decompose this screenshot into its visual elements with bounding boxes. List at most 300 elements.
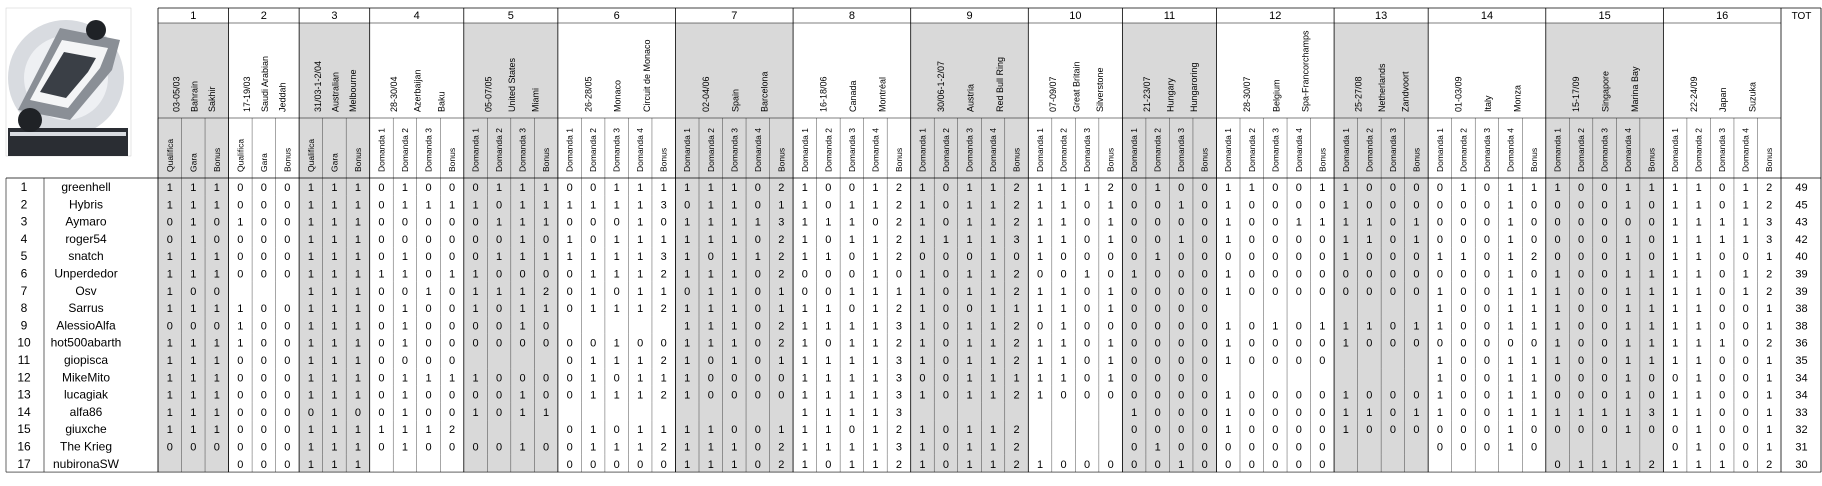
round-country: Austria [965, 83, 976, 112]
score-cell: 1 [1342, 199, 1349, 212]
score-cell: 0 [1084, 389, 1091, 402]
score-cell: 0 [613, 458, 620, 471]
score-cell: 0 [448, 441, 456, 454]
score-cell: 1 [613, 233, 620, 246]
score-cell: 0 [1178, 389, 1185, 402]
score-cell: 1 [378, 424, 385, 437]
score-cell: 1 [872, 372, 879, 385]
score-cell: 0 [1154, 199, 1161, 212]
score-cell: 1 [637, 303, 644, 316]
player-name: snatch [68, 249, 104, 264]
score-cell: 2 [1013, 355, 1020, 367]
score-cell: 0 [1460, 199, 1467, 212]
score-cell: 1 [1342, 337, 1349, 350]
score-cell: 0 [1601, 372, 1608, 385]
score-cell: 0 [519, 372, 526, 385]
score-cell: 0 [1107, 251, 1114, 264]
score-cell: 1 [707, 424, 714, 437]
score-cell: 0 [519, 337, 526, 350]
score-cell: 1 [237, 216, 244, 229]
score-cell: 1 [989, 182, 997, 194]
score-cell: 2 [895, 199, 902, 212]
score-cell: 0 [1295, 199, 1302, 212]
score-cell: 1 [660, 182, 667, 194]
score-cell: 0 [448, 355, 456, 367]
score-cell: 0 [425, 406, 432, 419]
score-cell: 0 [1201, 441, 1208, 454]
score-cell: 1 [1225, 285, 1232, 298]
score-cell: 0 [213, 216, 220, 229]
subcolumn-header: Domanda 1 [1434, 128, 1445, 172]
score-cell: 1 [731, 337, 738, 350]
score-cell: 1 [1766, 320, 1773, 333]
score-cell: 0 [378, 406, 385, 419]
score-cell: 0 [543, 441, 550, 454]
score-cell: 0 [543, 389, 550, 402]
score-cell: 1 [1107, 355, 1114, 367]
score-cell: 1 [637, 424, 644, 437]
score-cell: 0 [1295, 285, 1302, 298]
score-cell: 1 [1695, 424, 1702, 437]
round-3-column-group [299, 10, 370, 472]
score-cell: 1 [684, 268, 691, 281]
score-cell: 1 [966, 199, 973, 212]
score-cell: 0 [1648, 216, 1655, 229]
score-cell: 1 [989, 355, 997, 367]
score-cell: 1 [1554, 303, 1561, 316]
score-cell: 1 [1319, 182, 1326, 194]
score-cell: 1 [1695, 233, 1702, 246]
score-cell: 1 [801, 199, 808, 212]
score-cell: 1 [1037, 233, 1044, 246]
score-cell: 0 [1719, 441, 1726, 454]
score-cell: 2 [895, 251, 902, 264]
score-cell: 1 [213, 406, 220, 419]
score-cell: 0 [1248, 441, 1255, 454]
score-cell: 1 [1060, 372, 1067, 385]
score-cell: 1 [331, 320, 338, 333]
score-cell: 0 [942, 320, 950, 333]
score-cell: 1 [1695, 441, 1702, 454]
score-cell: 1 [354, 355, 361, 367]
subcolumn-header: Domanda 1 [1035, 128, 1046, 172]
score-cell: 0 [1319, 337, 1326, 350]
score-cell: 1 [825, 406, 832, 419]
score-cell: 1 [331, 199, 338, 212]
player-name: alfa86 [69, 404, 103, 419]
score-cell: 0 [566, 372, 573, 385]
score-cell: 1 [660, 424, 667, 437]
subcolumn-header: Bonus [1764, 147, 1775, 172]
score-cell: 1 [1178, 233, 1185, 246]
player-name: giuxche [65, 422, 107, 437]
score-cell: 0 [942, 355, 950, 367]
score-cell: 1 [731, 199, 738, 212]
score-cell: 1 [1554, 320, 1561, 333]
score-cell: 0 [378, 285, 385, 298]
score-cell: 2 [543, 285, 550, 298]
score-cell: 1 [1507, 182, 1514, 194]
score-cell: 1 [1037, 303, 1044, 316]
score-cell: 0 [1460, 233, 1467, 246]
score-cell: 1 [1107, 303, 1114, 316]
score-cell: 0 [378, 182, 385, 194]
score-cell: 0 [1131, 199, 1138, 212]
score-cell: 0 [1154, 372, 1161, 385]
score-cell: 0 [613, 285, 620, 298]
score-cell: 0 [1366, 337, 1373, 350]
score-cell: 0 [425, 233, 432, 246]
score-cell: 1 [848, 320, 855, 333]
score-cell: 0 [1530, 199, 1538, 212]
score-cell: 1 [1766, 303, 1773, 316]
score-cell: 0 [260, 389, 267, 402]
score-cell: 0 [1178, 216, 1185, 229]
score-cell: 1 [1131, 268, 1138, 281]
score-cell: 0 [1578, 233, 1585, 246]
score-cell: 0 [848, 303, 855, 316]
score-cell: 1 [637, 251, 644, 264]
score-cell: 1 [660, 233, 667, 246]
score-cell: 0 [1154, 320, 1161, 333]
score-cell: 1 [1436, 320, 1443, 333]
tot-header: TOT [1791, 11, 1812, 22]
score-cell: 0 [825, 337, 832, 350]
score-cell: 1 [590, 424, 597, 437]
score-cell: 0 [1648, 389, 1655, 402]
score-cell: 1 [1554, 406, 1561, 419]
score-cell: 2 [1766, 337, 1773, 350]
score-cell: 1 [1060, 355, 1067, 367]
score-cell: 0 [284, 320, 291, 333]
score-cell: 0 [1436, 233, 1443, 246]
score-cell: 0 [1601, 216, 1608, 229]
score-cell: 0 [707, 355, 714, 367]
score-cell: 1 [1695, 406, 1702, 419]
score-cell: 1 [213, 389, 220, 402]
score-cell: 1 [1225, 182, 1232, 194]
score-cell: 0 [1084, 216, 1091, 229]
score-cell: 0 [260, 320, 267, 333]
score-cell: 1 [637, 285, 644, 298]
round-date: 21-23/07 [1141, 76, 1152, 112]
score-cell: 0 [613, 372, 620, 385]
score-cell: 1 [1530, 320, 1538, 333]
score-cell: 1 [354, 199, 361, 212]
score-cell: 0 [496, 303, 503, 316]
score-cell: 1 [519, 406, 526, 419]
subcolumn-header: Domanda 3 [517, 128, 528, 172]
round-track: Hungaroring [1188, 62, 1199, 112]
score-cell: 1 [684, 251, 691, 264]
score-cell: 1 [1672, 458, 1679, 471]
score-cell: 0 [1601, 355, 1608, 367]
score-cell: 1 [801, 441, 808, 454]
score-cell: 1 [1578, 406, 1585, 419]
score-cell: 0 [1225, 251, 1232, 264]
score-cell: 1 [590, 389, 597, 402]
score-cell: 0 [1060, 389, 1067, 402]
score-cell: 0 [1742, 303, 1749, 316]
score-cell: 1 [166, 268, 173, 281]
round-6-column-group [565, 10, 669, 471]
score-cell: 0 [284, 216, 291, 229]
score-cell: 1 [966, 355, 973, 367]
round-number: 1 [190, 10, 197, 22]
score-cell: 1 [919, 389, 926, 402]
score-cell: 1 [1766, 424, 1773, 437]
score-cell: 1 [1672, 337, 1679, 350]
score-cell: 0 [1319, 233, 1326, 246]
round-15-column-group [1546, 10, 1664, 472]
score-cell: 0 [378, 303, 385, 316]
score-cell: 1 [872, 441, 879, 454]
subcolumn-header: Domanda 2 [1693, 128, 1704, 172]
score-cell: 0 [1272, 199, 1279, 212]
score-cell: 0 [1248, 424, 1255, 437]
score-cell: 0 [1178, 355, 1185, 367]
round-number: 5 [507, 10, 514, 22]
score-cell: 1 [1154, 441, 1161, 454]
score-cell: 1 [1225, 233, 1232, 246]
score-cell: 1 [801, 233, 808, 246]
score-cell: 1 [1672, 285, 1679, 298]
subcolumn-header: Domanda 1 [564, 128, 575, 172]
score-cell: 2 [1766, 268, 1773, 281]
score-cell: 1 [448, 199, 456, 212]
score-cell: 1 [166, 355, 173, 367]
score-cell: 1 [1225, 320, 1232, 333]
score-cell: 0 [1154, 424, 1161, 437]
rank-cell: 2 [20, 197, 28, 212]
score-cell: 1 [1695, 216, 1702, 229]
score-cell: 0 [1248, 233, 1255, 246]
score-cell: 0 [1672, 372, 1679, 385]
score-cell: 1 [331, 406, 338, 419]
score-cell: 1 [966, 389, 973, 402]
score-cell: 0 [543, 268, 550, 281]
score-cell: 1 [684, 441, 691, 454]
round-country: Monaco [612, 79, 623, 112]
score-cell: 0 [1389, 233, 1396, 246]
score-cell: 2 [778, 233, 785, 246]
score-cell: 0 [213, 233, 220, 246]
score-cell: 0 [707, 372, 714, 385]
score-cell: 0 [660, 458, 667, 471]
score-cell: 3 [1766, 216, 1773, 229]
score-cell: 1 [354, 216, 361, 229]
player-name: Osv [75, 283, 97, 298]
score-cell: 0 [1084, 320, 1091, 333]
score-cell: 1 [1625, 337, 1632, 350]
score-cell: 1 [989, 372, 997, 385]
round-track: Silverstone [1094, 67, 1105, 112]
score-cell: 0 [848, 182, 855, 194]
score-cell: 0 [284, 441, 291, 454]
subcolumn-header: Domanda 4 [635, 128, 646, 172]
score-cell: 0 [1460, 389, 1467, 402]
score-cell: 0 [1483, 441, 1491, 454]
score-cell: 1 [684, 303, 691, 316]
score-cell: 0 [237, 372, 244, 385]
score-cell: 0 [448, 406, 456, 419]
score-cell: 2 [778, 320, 785, 333]
score-cell: 0 [1554, 199, 1561, 212]
score-cell: 0 [1554, 372, 1561, 385]
score-cell: 1 [613, 337, 620, 350]
round-country: Saudi Arabian [259, 55, 270, 112]
score-cell: 0 [801, 268, 808, 281]
score-cell: 1 [707, 458, 714, 471]
score-cell: 1 [1107, 199, 1114, 212]
score-cell: 2 [448, 424, 456, 437]
score-cell: 1 [801, 458, 808, 471]
score-cell: 0 [1084, 458, 1091, 471]
score-cell: 2 [895, 216, 902, 229]
score-cell: 2 [1013, 285, 1020, 298]
subcolumn-header: Domanda 3 [1270, 128, 1281, 172]
score-cell: 1 [637, 199, 644, 212]
score-cell: 1 [707, 303, 714, 316]
score-cell: 1 [354, 389, 361, 402]
score-cell: 1 [190, 268, 197, 281]
round-track: Sakhir [206, 86, 217, 112]
score-cell: 1 [1695, 337, 1702, 350]
score-cell: 1 [684, 389, 691, 402]
score-cell: 0 [1389, 406, 1396, 419]
score-cell: 1 [966, 458, 973, 471]
score-cell: 0 [378, 441, 385, 454]
rank-cell: 5 [20, 249, 28, 264]
score-cell: 0 [260, 303, 267, 316]
score-cell: 1 [1742, 285, 1749, 298]
score-cell: 0 [1413, 337, 1420, 350]
score-cell: 0 [284, 182, 291, 194]
score-cell: 3 [895, 389, 902, 402]
score-cell: 1 [190, 182, 197, 194]
score-cell: 1 [590, 199, 597, 212]
score-cell: 2 [1013, 268, 1020, 281]
score-cell: 1 [401, 303, 409, 316]
score-cell: 0 [284, 233, 291, 246]
score-cell: 1 [401, 199, 409, 212]
score-cell: 0 [378, 216, 385, 229]
score-cell: 3 [895, 355, 902, 367]
score-cell: 1 [919, 216, 926, 229]
score-cell: 1 [613, 389, 620, 402]
score-cell: 0 [919, 251, 926, 264]
score-cell: 1 [1436, 389, 1443, 402]
round-number: 15 [1598, 10, 1611, 22]
score-cell: 1 [1742, 233, 1749, 246]
score-cell: 1 [519, 199, 526, 212]
score-cell: 0 [1413, 424, 1420, 437]
score-cell: 0 [1719, 182, 1726, 194]
score-cell: 0 [1084, 285, 1091, 298]
score-cell: 1 [1648, 355, 1655, 367]
score-cell: 1 [1601, 406, 1608, 419]
score-cell: 0 [590, 233, 597, 246]
score-cell: 1 [1178, 458, 1185, 471]
score-cell: 1 [213, 303, 220, 316]
score-cell: 1 [1554, 182, 1561, 194]
score-cell: 0 [1648, 199, 1655, 212]
score-cell: 1 [731, 458, 738, 471]
score-cell: 0 [1178, 251, 1185, 264]
score-cell: 0 [1178, 337, 1185, 350]
score-cell: 0 [848, 424, 855, 437]
score-cell: 1 [590, 268, 597, 281]
score-cell: 0 [754, 337, 761, 350]
score-cell: 1 [166, 182, 173, 194]
total-score: 38 [1795, 303, 1808, 316]
score-cell: 0 [284, 337, 291, 350]
subcolumn-header: Bonus [658, 147, 669, 172]
score-cell: 1 [613, 355, 620, 367]
score-cell: 2 [895, 337, 902, 350]
score-cell: 1 [354, 337, 361, 350]
score-cell: 1 [190, 406, 197, 419]
score-cell: 1 [472, 199, 479, 212]
score-cell: 0 [1178, 268, 1185, 281]
score-cell: 0 [1178, 320, 1185, 333]
score-cell: 0 [260, 216, 267, 229]
score-cell: 0 [754, 303, 761, 316]
score-cell: 0 [1131, 320, 1138, 333]
score-cell: 0 [1037, 320, 1044, 333]
score-cell: 0 [1107, 320, 1114, 333]
score-cell: 0 [1601, 424, 1608, 437]
score-cell: 1 [801, 406, 808, 419]
score-cell: 1 [919, 182, 926, 194]
score-cell: 1 [496, 216, 503, 229]
score-cell: 0 [1272, 182, 1279, 194]
score-cell: 1 [519, 303, 526, 316]
score-cell: 0 [1389, 285, 1396, 298]
score-cell: 0 [1530, 268, 1538, 281]
score-cell: 0 [590, 337, 597, 350]
score-cell: 1 [1719, 458, 1726, 471]
subcolumn-header: Domanda 2 [588, 128, 599, 172]
score-cell: 2 [895, 424, 902, 437]
score-cell: 1 [1695, 182, 1702, 194]
subcolumn-header: Domanda 2 [823, 128, 834, 172]
score-cell: 0 [1248, 355, 1255, 367]
score-cell: 1 [1672, 216, 1679, 229]
score-cell: 1 [1766, 251, 1773, 264]
score-cell: 2 [1766, 199, 1773, 212]
score-cell: 0 [778, 372, 785, 385]
score-cell: 0 [1154, 216, 1161, 229]
score-cell: 0 [731, 424, 738, 437]
score-cell: 0 [1342, 268, 1349, 281]
round-track: Miami [530, 88, 541, 112]
total-score: 45 [1795, 199, 1808, 212]
score-cell: 1 [1436, 372, 1443, 385]
score-cell: 0 [1295, 389, 1302, 402]
score-cell: 0 [1483, 424, 1491, 437]
score-cell: 1 [1413, 216, 1420, 229]
score-cell: 1 [989, 337, 997, 350]
round-number: 4 [413, 10, 420, 22]
round-country: Australian [330, 71, 341, 112]
score-cell: 1 [190, 424, 197, 437]
score-cell: 1 [1625, 389, 1632, 402]
score-cell: 0 [284, 424, 291, 437]
score-cell: 1 [307, 389, 314, 402]
score-cell: 1 [1625, 182, 1632, 194]
rank-cell: 12 [17, 370, 31, 385]
